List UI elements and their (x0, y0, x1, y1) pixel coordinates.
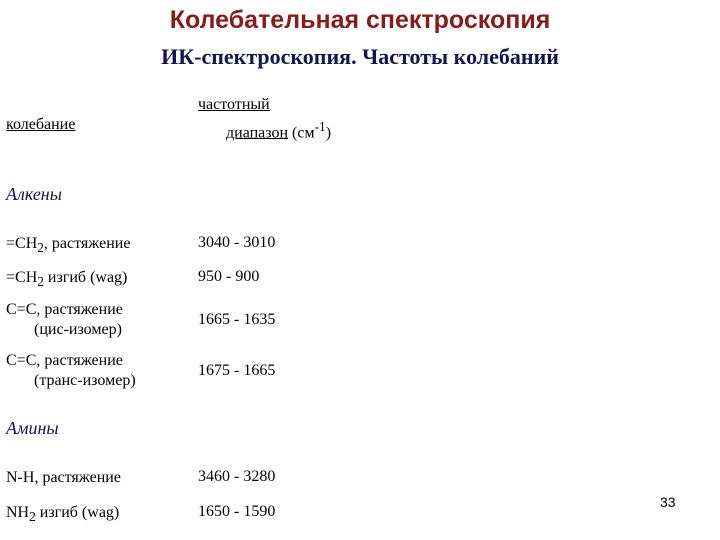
table-row-range: 950 - 900 (198, 268, 260, 285)
table-row-vibration: C=C, растяжение (цис-изомер) (6, 301, 123, 338)
column-header-range (198, 94, 348, 144)
table-row-vibration: N-H, растяжение (6, 469, 121, 486)
table-row-range: 1665 - 1635 (198, 311, 276, 328)
column-header-vibration: колебание (6, 116, 76, 133)
slide-title: Колебательная спектроскопия (169, 6, 551, 34)
section-title-amines: Амины (6, 418, 59, 438)
column-header-range-line2: диапазон $(см^{-1})$ (226, 119, 332, 142)
column-header-range-line1: частотный (198, 96, 270, 113)
page-number: 33 (660, 494, 676, 510)
table-row-vibration: $NH_2$ изгиб (wag) (6, 504, 120, 525)
table-row-vibration: $=CH_2$ изгиб (wag) (6, 269, 128, 290)
table-row-range: 3460 - 3280 (198, 468, 276, 485)
table-row-vibration: C=C, растяжение (транс-изомер) (6, 352, 136, 389)
table-row-range: 1675 - 1665 (198, 362, 276, 379)
table-row-range: 3040 - 3010 (198, 234, 276, 251)
slide-subtitle: ИК-спектроскопия. Частоты колебаний (161, 44, 559, 69)
section-title-alkenes: Алкены (6, 184, 62, 204)
table-row-vibration: $=CH_2$, растяжение (6, 235, 131, 256)
table-row-range: 1650 - 1590 (198, 503, 276, 520)
